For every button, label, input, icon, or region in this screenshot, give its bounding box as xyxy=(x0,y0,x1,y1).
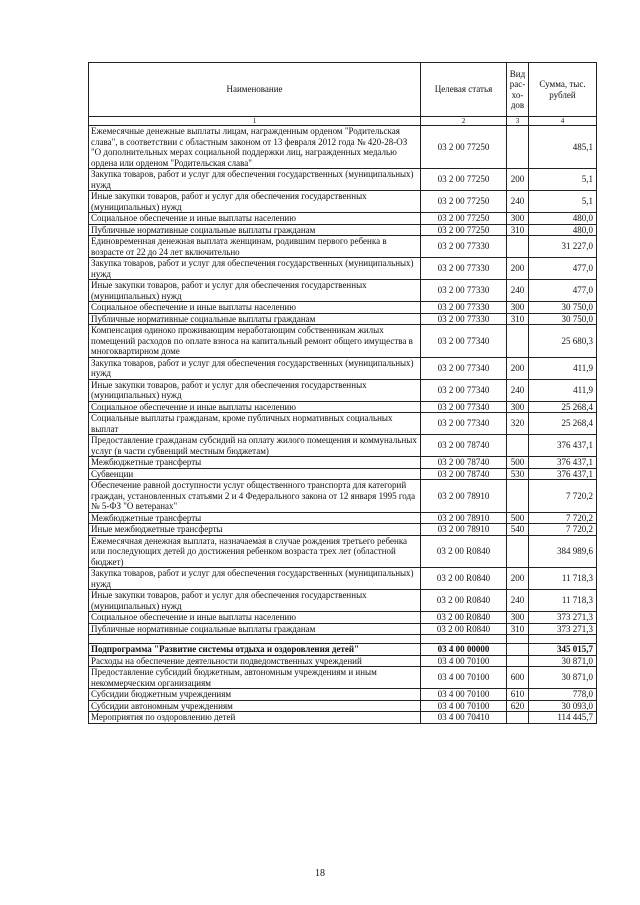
row-sum: 5,1 xyxy=(529,191,597,213)
row-expense-type: 200 xyxy=(507,357,529,379)
row-sum: 30 871,0 xyxy=(529,655,597,667)
row-target-code: 03 2 00 77340 xyxy=(421,379,507,401)
row-expense-type xyxy=(507,712,529,724)
row-target-code: 03 2 00 77340 xyxy=(421,413,507,435)
row-expense-type xyxy=(507,325,529,358)
row-name: Закупка товаров, работ и услуг для обеспечения государственных (муниципальных) нужд xyxy=(89,258,421,280)
row-name: Предоставление субсидий бюджетным, автономным учреждениям и иным некоммерческим организациям xyxy=(89,667,421,689)
row-target-code: 03 4 00 70410 xyxy=(421,712,507,724)
row-name: Социальное обеспечение и иные выплаты населению xyxy=(89,401,421,413)
row-sum: 376 437,1 xyxy=(529,457,597,469)
row-sum: 376 437,1 xyxy=(529,435,597,457)
row-name: Социальное обеспечение и иные выплаты населению xyxy=(89,302,421,314)
row-expense-type: 310 xyxy=(507,224,529,236)
row-expense-type xyxy=(507,480,529,513)
row-name: Иные закупки товаров, работ и услуг для обеспечения государственных (муниципальных) нужд xyxy=(89,379,421,401)
row-expense-type: 300 xyxy=(507,213,529,225)
row-name: Межбюджетные трансферты xyxy=(89,512,421,524)
row-expense-type: 320 xyxy=(507,413,529,435)
row-expense-type xyxy=(507,535,529,568)
budget-table xyxy=(88,62,597,724)
row-name: Обеспечение равной доступности услуг общественного транспорта для категорий граждан, установленных статьями 2 и 4 Федерального закона от 12 января 1995 года № 5-ФЗ "О ветеранах" xyxy=(89,480,421,513)
row-target-code: 03 2 00 R0840 xyxy=(421,535,507,568)
row-target-code: 03 2 00 77340 xyxy=(421,325,507,358)
row-target-code: 03 4 00 70100 xyxy=(421,655,507,667)
row-name: Социальное обеспечение и иные выплаты населению xyxy=(89,612,421,624)
row-target-code: 03 2 00 77250 xyxy=(421,169,507,191)
table-row xyxy=(89,700,597,712)
row-sum: 376 437,1 xyxy=(529,468,597,480)
row-sum: 7 720,2 xyxy=(529,512,597,524)
row-expense-type: 300 xyxy=(507,401,529,413)
row-expense-type: 540 xyxy=(507,524,529,536)
row-expense-type: 200 xyxy=(507,568,529,590)
row-expense-type: 310 xyxy=(507,313,529,325)
row-sum: 373 271,3 xyxy=(529,623,597,635)
row-sum: 7 720,2 xyxy=(529,524,597,536)
row-sum: 485,1 xyxy=(529,126,597,169)
header-name: Наименование xyxy=(89,63,421,117)
table-row xyxy=(89,435,597,457)
row-target-code: 03 2 00 78740 xyxy=(421,457,507,469)
row-target-code: 03 2 00 R0840 xyxy=(421,612,507,624)
row-name: Социальное обеспечение и иные выплаты населению xyxy=(89,213,421,225)
row-sum: 345 015,7 xyxy=(529,644,597,656)
page-number: 18 xyxy=(315,868,325,879)
table-row xyxy=(89,224,597,236)
row-name: Предоставление гражданам субсидий на оплату жилого помещения и коммунальных услуг (в части субвенций местным бюджетам) xyxy=(89,435,421,457)
row-target-code: 03 2 00 77250 xyxy=(421,224,507,236)
table-row xyxy=(89,379,597,401)
table-row xyxy=(89,480,597,513)
table-row xyxy=(89,590,597,612)
header-code: Целевая статья xyxy=(421,63,507,117)
table-row xyxy=(89,667,597,689)
row-name: Ежемесячная денежная выплата, назначаемая в случае рождения третьего ребенка или последующих детей до достижения ребенком возраста трех лет (областной бюджет) xyxy=(89,535,421,568)
row-name: Иные закупки товаров, работ и услуг для обеспечения государственных (муниципальных) нужд xyxy=(89,590,421,612)
row-name: Публичные нормативные социальные выплаты гражданам xyxy=(89,224,421,236)
row-name: Публичные нормативные социальные выплаты гражданам xyxy=(89,623,421,635)
row-expense-type xyxy=(507,435,529,457)
row-name: Расходы на обеспечение деятельности подведомственных учреждений xyxy=(89,655,421,667)
row-sum: 30 750,0 xyxy=(529,302,597,314)
row-name: Иные межбюджетные трансферты xyxy=(89,524,421,536)
row-name: Публичные нормативные социальные выплаты гражданам xyxy=(89,313,421,325)
row-name: Мероприятия по оздоровлению детей xyxy=(89,712,421,724)
header-vid: Вид рас-хо-дов xyxy=(507,63,529,117)
row-name: Подпрограмма "Развитие системы отдыха и оздоровления детей" xyxy=(89,644,421,656)
row-target-code: 03 2 00 77250 xyxy=(421,213,507,225)
row-expense-type: 240 xyxy=(507,191,529,213)
row-name: Компенсация одиноко проживающим неработающим собственникам жилых помещений расходов по оплате взноса на капитальный ремонт общего имущества в многоквартирном доме xyxy=(89,325,421,358)
row-name: Закупка товаров, работ и услуг для обеспечения государственных (муниципальных) нужд xyxy=(89,357,421,379)
table-row xyxy=(89,236,597,258)
row-name: Субвенции xyxy=(89,468,421,480)
row-target-code: 03 4 00 70100 xyxy=(421,667,507,689)
table-body xyxy=(89,126,597,724)
row-expense-type: 200 xyxy=(507,169,529,191)
row-expense-type: 200 xyxy=(507,258,529,280)
row-sum: 114 445,7 xyxy=(529,712,597,724)
table-row xyxy=(89,712,597,724)
row-name: Социальные выплаты гражданам, кроме публичных нормативных социальных выплат xyxy=(89,413,421,435)
table-header xyxy=(89,63,597,126)
row-name: Межбюджетные трансферты xyxy=(89,457,421,469)
row-sum: 30 750,0 xyxy=(529,313,597,325)
table-row xyxy=(89,357,597,379)
row-sum: 31 227,0 xyxy=(529,236,597,258)
row-sum: 373 271,3 xyxy=(529,612,597,624)
row-target-code: 03 2 00 78910 xyxy=(421,480,507,513)
table-row xyxy=(89,169,597,191)
table-row xyxy=(89,213,597,225)
row-name xyxy=(89,635,421,644)
table-row xyxy=(89,126,597,169)
column-number: 3 xyxy=(507,117,529,126)
column-number-row xyxy=(89,117,597,126)
row-target-code: 03 2 00 77330 xyxy=(421,302,507,314)
row-target-code: 03 2 00 77250 xyxy=(421,126,507,169)
column-number: 1 xyxy=(89,117,421,126)
row-expense-type: 620 xyxy=(507,700,529,712)
row-target-code: 03 2 00 77330 xyxy=(421,258,507,280)
row-target-code xyxy=(421,635,507,644)
row-target-code: 03 2 00 77330 xyxy=(421,236,507,258)
spacer-row xyxy=(89,635,597,644)
row-expense-type xyxy=(507,236,529,258)
row-sum: 25 268,4 xyxy=(529,413,597,435)
row-target-code: 03 2 00 R0840 xyxy=(421,568,507,590)
row-sum: 411,9 xyxy=(529,357,597,379)
column-number: 2 xyxy=(421,117,507,126)
row-sum: 30 871,0 xyxy=(529,667,597,689)
row-expense-type: 300 xyxy=(507,612,529,624)
row-expense-type xyxy=(507,644,529,656)
row-sum: 480,0 xyxy=(529,213,597,225)
row-target-code: 03 2 00 R0840 xyxy=(421,623,507,635)
row-expense-type: 240 xyxy=(507,590,529,612)
table-row xyxy=(89,191,597,213)
row-name: Закупка товаров, работ и услуг для обеспечения государственных (муниципальных) нужд xyxy=(89,169,421,191)
row-sum: 778,0 xyxy=(529,689,597,701)
table-row xyxy=(89,535,597,568)
row-name: Иные закупки товаров, работ и услуг для обеспечения государственных (муниципальных) нужд xyxy=(89,191,421,213)
row-target-code: 03 2 00 78740 xyxy=(421,468,507,480)
row-sum: 11 718,3 xyxy=(529,590,597,612)
row-target-code: 03 2 00 77340 xyxy=(421,401,507,413)
row-expense-type: 500 xyxy=(507,512,529,524)
row-expense-type xyxy=(507,635,529,644)
table-row xyxy=(89,568,597,590)
table-row xyxy=(89,413,597,435)
header-sum: Сумма, тыс. рублей xyxy=(529,63,597,117)
row-sum: 411,9 xyxy=(529,379,597,401)
row-sum: 5,1 xyxy=(529,169,597,191)
row-sum: 384 989,6 xyxy=(529,535,597,568)
row-sum: 480,0 xyxy=(529,224,597,236)
table-row xyxy=(89,623,597,635)
row-expense-type: 610 xyxy=(507,689,529,701)
row-target-code: 03 4 00 70100 xyxy=(421,689,507,701)
row-name: Субсидии автономным учреждениям xyxy=(89,700,421,712)
table-row xyxy=(89,325,597,358)
row-target-code: 03 2 00 78910 xyxy=(421,524,507,536)
row-sum: 25 680,3 xyxy=(529,325,597,358)
row-expense-type xyxy=(507,126,529,169)
row-name: Ежемесячные денежные выплаты лицам, награжденным орденом "Родительская слава", в соответствии с областным законом от 13 февраля 2012 года № 420-28-ОЗ "О дополнительных мерах социальной поддержки лиц, награжденных медалью ордена или орденом "Родительская слава" xyxy=(89,126,421,169)
row-sum: 11 718,3 xyxy=(529,568,597,590)
row-sum: 30 093,0 xyxy=(529,700,597,712)
row-expense-type: 310 xyxy=(507,623,529,635)
table-row xyxy=(89,302,597,314)
row-expense-type: 240 xyxy=(507,379,529,401)
table-row xyxy=(89,689,597,701)
row-target-code: 03 2 00 77330 xyxy=(421,313,507,325)
row-sum: 25 268,4 xyxy=(529,401,597,413)
row-sum: 477,0 xyxy=(529,258,597,280)
table-row xyxy=(89,313,597,325)
row-name: Субсидии бюджетным учреждениям xyxy=(89,689,421,701)
row-name: Иные закупки товаров, работ и услуг для обеспечения государственных (муниципальных) нужд xyxy=(89,280,421,302)
row-expense-type xyxy=(507,655,529,667)
table-row xyxy=(89,280,597,302)
table-row xyxy=(89,457,597,469)
row-expense-type: 500 xyxy=(507,457,529,469)
table-row xyxy=(89,512,597,524)
table-row xyxy=(89,655,597,667)
table-row xyxy=(89,524,597,536)
row-target-code: 03 2 00 77340 xyxy=(421,357,507,379)
row-target-code: 03 2 00 77250 xyxy=(421,191,507,213)
row-target-code: 03 2 00 R0840 xyxy=(421,590,507,612)
table-row xyxy=(89,468,597,480)
table-row xyxy=(89,258,597,280)
row-target-code: 03 2 00 78910 xyxy=(421,512,507,524)
row-expense-type: 530 xyxy=(507,468,529,480)
row-name: Закупка товаров, работ и услуг для обеспечения государственных (муниципальных) нужд xyxy=(89,568,421,590)
table-row xyxy=(89,401,597,413)
row-sum xyxy=(529,635,597,644)
column-number: 4 xyxy=(529,117,597,126)
table-row xyxy=(89,612,597,624)
row-target-code: 03 4 00 70100 xyxy=(421,700,507,712)
row-target-code: 03 2 00 77330 xyxy=(421,280,507,302)
row-target-code: 03 4 00 00000 xyxy=(421,644,507,656)
row-expense-type: 240 xyxy=(507,280,529,302)
row-name: Единовременная денежная выплата женщинам, родившим первого ребенка в возрасте от 22 до 24 лет включительно xyxy=(89,236,421,258)
row-expense-type: 300 xyxy=(507,302,529,314)
row-target-code: 03 2 00 78740 xyxy=(421,435,507,457)
row-expense-type: 600 xyxy=(507,667,529,689)
table-row xyxy=(89,644,597,656)
row-sum: 7 720,2 xyxy=(529,480,597,513)
row-sum: 477,0 xyxy=(529,280,597,302)
